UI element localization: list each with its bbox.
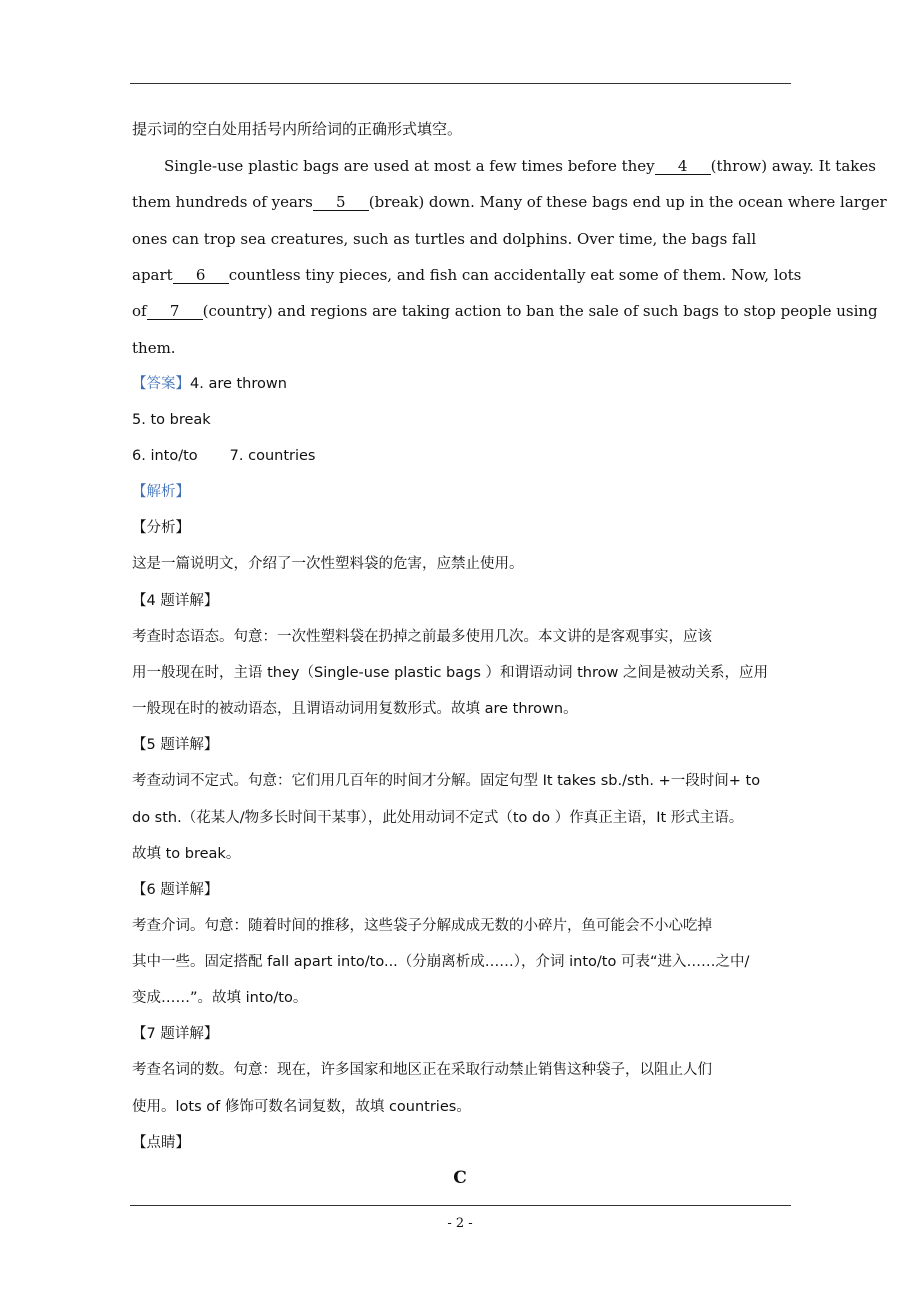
passage-line-1 — [164, 156, 876, 176]
blank-7: 7 — [147, 303, 203, 320]
passage-line-4 — [132, 265, 801, 285]
instruction-line: 提示词的空白处用括号内所给词的正确形式填空。 — [132, 120, 463, 138]
answer-7: 7. countries — [229, 448, 316, 464]
passage-line-6: them. — [132, 339, 176, 357]
q6-line-2: 其中一些。固定搭配 fall apart into/to...（分崩离析成……），介词 into/to 可表“进入……之中/ — [132, 954, 750, 970]
q5-line-2: do sth.（花某人/物多长时间干某事），此处用动词不定式（to do ）作真正主语，It 形式主语。 — [132, 810, 744, 826]
passage-text: Single-use plastic bags are used at most a few times before they — [164, 157, 655, 175]
passage-text: (country) and regions are taking action to ban the sale of such bags to stop people using — [202, 302, 878, 320]
fenxi-text: 这是一篇说明文，介绍了一次性塑料袋的危害，应禁止使用。 — [132, 556, 524, 572]
passage-text: of — [132, 302, 147, 320]
passage-line-3: ones can trop sea creatures, such as turtles and dolphins. Over time, the bags fall — [132, 230, 757, 248]
q6-line-3: 变成……”。故填 into/to。 — [132, 990, 308, 1006]
dianjing-heading: 【点睛】 — [132, 1135, 190, 1151]
passage-text: apart — [132, 266, 173, 284]
q5-heading: 【5 题详解】 — [132, 737, 219, 753]
q5-line-1: 考查动词不定式。句意：它们用几百年的时间才分解。固定句型 It takes sb./sth. +一段时间+ to — [132, 773, 761, 789]
passage-text: countless tiny pieces, and fish can accidentally eat some of them. Now, lots — [228, 266, 802, 284]
answer-4: 4. are thrown — [190, 376, 287, 392]
q4-line-2: 用一般现在时，主语 they（Single-use plastic bags ）和谓语动词 throw 之间是被动关系，应用 — [132, 665, 768, 681]
passage-line-5 — [132, 301, 878, 321]
q4-line-1: 考查时态语态。句意：一次性塑料袋在扔掉之前最多使用几次。本文讲的是客观事实，应该 — [132, 629, 712, 645]
footer-rule — [130, 1205, 791, 1206]
passage-text: them hundreds of years — [132, 193, 313, 211]
blank-6: 6 — [173, 267, 229, 284]
passage-text: (break) down. Many of these bags end up in the ocean where larger — [368, 193, 887, 211]
answer-tag: 【答案】 — [132, 376, 190, 392]
blank-4: 4 — [655, 158, 711, 175]
q4-heading: 【4 题详解】 — [132, 593, 219, 609]
answer-6: 6. into/to — [132, 448, 198, 464]
q7-line-1: 考查名词的数。句意：现在，许多国家和地区正在采取行动禁止销售这种袋子，以阻止人们 — [132, 1062, 712, 1078]
passage-line-2 — [132, 192, 887, 212]
passage-text: (throw) away. It takes — [710, 157, 876, 175]
analysis-tag: 【解析】 — [132, 484, 190, 500]
section-letter: C — [453, 1168, 467, 1188]
answer-line — [132, 374, 287, 394]
q7-line-2: 使用。lots of 修饰可数名词复数，故填 countries。 — [132, 1099, 471, 1115]
page-number: - 2 - — [447, 1216, 473, 1231]
q5-line-3: 故填 to break。 — [132, 846, 241, 862]
fenxi-heading: 【分析】 — [132, 520, 190, 536]
q6-heading: 【6 题详解】 — [132, 882, 219, 898]
q6-line-1: 考查介词。句意：随着时间的推移，这些袋子分解成成无数的小碎片，鱼可能会不小心吃掉 — [132, 918, 712, 934]
header-rule — [130, 83, 791, 84]
answer-6-7-line — [132, 446, 316, 466]
blank-5: 5 — [313, 194, 369, 211]
answer-5: 5. to break — [132, 412, 211, 428]
q7-heading: 【7 题详解】 — [132, 1026, 219, 1042]
q4-line-3: 一般现在时的被动语态，且谓语动词用复数形式。故填 are thrown。 — [132, 701, 578, 717]
